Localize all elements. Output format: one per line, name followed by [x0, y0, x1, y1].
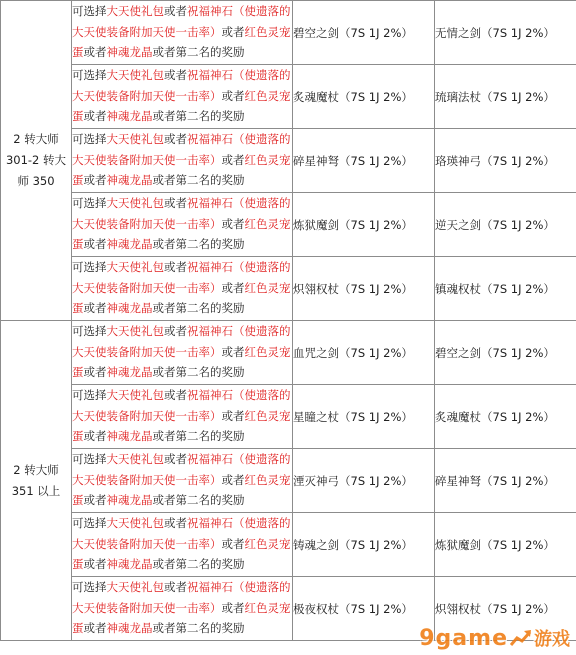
reward-description-text: 或者第二名的奖励	[152, 621, 245, 635]
reward-description-text: 可选择	[72, 388, 107, 402]
reward-description-text: 或者	[221, 24, 245, 39]
reward-description-text: 或者	[164, 196, 187, 210]
reward-description-text: 或者	[221, 280, 245, 295]
group-label: 2 转大师 301-2 转大师 350	[1, 1, 72, 321]
reward-item-primary: 铸魂之剑（7S 1J 2%）	[293, 513, 435, 577]
table-row	[1, 513, 576, 577]
reward-description-text: 或者	[83, 557, 107, 571]
reward-description-text: 或者	[164, 68, 187, 82]
reward-option-highlight: 祝福神石（使遗落的大天使装备附加天使一击率）	[72, 452, 291, 487]
reward-option-highlight: 大天使礼包	[106, 388, 164, 402]
reward-option-highlight: 红色灵宠蛋	[72, 344, 291, 379]
reward-option-highlight: 神魂龙晶	[106, 301, 153, 315]
trend-arrow-icon	[510, 629, 532, 647]
reward-option-highlight: 神魂龙晶	[106, 109, 153, 123]
reward-description-text: 可选择	[72, 260, 107, 274]
reward-option-highlight: 神魂龙晶	[106, 493, 153, 507]
reward-description-text: 或者	[83, 173, 107, 187]
reward-description-text: 或者	[83, 429, 107, 443]
table-row	[1, 193, 576, 257]
reward-option-highlight: 大天使礼包	[106, 452, 164, 466]
table-row	[1, 1, 576, 65]
reward-item-primary: 碧空之剑（7S 1J 2%）	[293, 1, 435, 65]
reward-description-text: 或者	[221, 152, 245, 167]
reward-option-highlight: 红色灵宠蛋	[72, 88, 291, 123]
reward-item-secondary: 炽翎权杖（7S 1J 2%）	[435, 577, 576, 641]
reward-option-highlight: 祝福神石（使遗落的大天使装备附加天使一击率）	[72, 4, 291, 39]
reward-option-highlight: 大天使礼包	[106, 260, 164, 274]
reward-description-text: 或者	[83, 621, 107, 635]
reward-option-highlight: 大天使礼包	[106, 4, 164, 18]
reward-item-primary: 炙魂魔杖（7S 1J 2%）	[293, 65, 435, 129]
reward-option-highlight: 红色灵宠蛋	[72, 536, 291, 571]
reward-description-text: 或者第二名的奖励	[152, 557, 245, 571]
reward-description-text: 或者	[83, 365, 107, 379]
table-row	[1, 385, 576, 449]
reward-description	[72, 1, 293, 65]
table-row	[1, 129, 576, 193]
reward-description-text: 或者第二名的奖励	[152, 237, 245, 251]
reward-description-text: 或者	[221, 472, 245, 487]
reward-option-highlight: 祝福神石（使遗落的大天使装备附加天使一击率）	[72, 388, 291, 423]
reward-option-highlight: 祝福神石（使遗落的大天使装备附加天使一击率）	[72, 196, 291, 231]
reward-option-highlight: 红色灵宠蛋	[72, 216, 291, 251]
reward-item-primary: 星瞳之杖（7S 1J 2%）	[293, 385, 435, 449]
reward-item-secondary: 珞瑛神弓（7S 1J 2%）	[435, 129, 576, 193]
reward-description-text: 或者第二名的奖励	[152, 493, 245, 507]
reward-item-primary: 碎星神弩（7S 1J 2%）	[293, 129, 435, 193]
reward-item-primary: 炼狱魔剑（7S 1J 2%）	[293, 193, 435, 257]
reward-item-primary: 极夜权杖（7S 1J 2%）	[293, 577, 435, 641]
reward-option-highlight: 大天使礼包	[106, 516, 164, 530]
reward-description-text: 或者	[83, 109, 107, 123]
reward-option-highlight: 红色灵宠蛋	[72, 600, 291, 635]
reward-description	[72, 193, 293, 257]
reward-option-highlight: 祝福神石（使遗落的大天使装备附加天使一击率）	[72, 580, 291, 615]
reward-option-highlight: 大天使礼包	[106, 196, 164, 210]
reward-description-text: 或者第二名的奖励	[152, 45, 245, 59]
reward-item-secondary: 逆天之剑（7S 1J 2%）	[435, 193, 576, 257]
reward-option-highlight: 祝福神石（使遗落的大天使装备附加天使一击率）	[72, 260, 291, 295]
reward-description-text: 或者	[221, 600, 245, 615]
reward-description-text: 或者	[83, 237, 107, 251]
reward-item-secondary: 碧空之剑（7S 1J 2%）	[435, 321, 576, 385]
reward-description-text: 或者	[164, 516, 187, 530]
reward-option-highlight: 红色灵宠蛋	[72, 24, 291, 59]
reward-description-text: 或者	[83, 493, 107, 507]
reward-item-secondary: 琉璃法杖（7S 1J 2%）	[435, 65, 576, 129]
reward-description-text: 可选择	[72, 324, 107, 338]
reward-option-highlight: 祝福神石（使遗落的大天使装备附加天使一击率）	[72, 68, 291, 103]
reward-description-text: 或者	[164, 132, 187, 146]
reward-item-primary: 湮灭神弓（7S 1J 2%）	[293, 449, 435, 513]
reward-description	[72, 65, 293, 129]
reward-description-text: 或者第二名的奖励	[152, 365, 245, 379]
reward-option-highlight: 红色灵宠蛋	[72, 472, 291, 507]
reward-description-text: 或者	[164, 388, 187, 402]
reward-description-text: 或者	[164, 4, 187, 18]
reward-description	[72, 577, 293, 641]
table-row	[1, 65, 576, 129]
reward-description-text: 或者第二名的奖励	[152, 109, 245, 123]
reward-item-secondary: 炙魂魔杖（7S 1J 2%）	[435, 385, 576, 449]
reward-option-highlight: 神魂龙晶	[106, 365, 153, 379]
reward-description-text: 或者	[83, 45, 107, 59]
reward-description-text: 可选择	[72, 516, 107, 530]
watermark-suffix: 游戏	[534, 629, 570, 650]
reward-option-highlight: 神魂龙晶	[106, 173, 153, 187]
reward-description	[72, 129, 293, 193]
reward-table-body	[1, 1, 576, 641]
reward-item-secondary: 镇魂权杖（7S 1J 2%）	[435, 257, 576, 321]
reward-description	[72, 449, 293, 513]
reward-option-highlight: 祝福神石（使遗落的大天使装备附加天使一击率）	[72, 516, 291, 551]
reward-description-text: 或者	[221, 408, 245, 423]
reward-description	[72, 385, 293, 449]
group-label: 2 转大师 351 以上	[1, 321, 72, 641]
reward-item-primary: 血咒之剑（7S 1J 2%）	[293, 321, 435, 385]
reward-description	[72, 257, 293, 321]
reward-description-text: 或者	[221, 216, 245, 231]
reward-description	[72, 321, 293, 385]
reward-description-text: 或者	[221, 536, 245, 551]
table-row	[1, 321, 576, 385]
reward-description-text: 可选择	[72, 196, 107, 210]
reward-description	[72, 513, 293, 577]
reward-description-text: 可选择	[72, 452, 107, 466]
reward-description-text: 或者第二名的奖励	[152, 173, 245, 187]
table-row	[1, 449, 576, 513]
reward-description-text: 可选择	[72, 68, 107, 82]
reward-option-highlight: 神魂龙晶	[106, 45, 153, 59]
reward-description-text: 或者	[164, 324, 187, 338]
reward-option-highlight: 红色灵宠蛋	[72, 280, 291, 315]
reward-description-text: 可选择	[72, 132, 107, 146]
reward-item-secondary: 炼狱魔剑（7S 1J 2%）	[435, 513, 576, 577]
reward-option-highlight: 红色灵宠蛋	[72, 408, 291, 443]
reward-option-highlight: 大天使礼包	[106, 580, 164, 594]
watermark-brand: 9game	[419, 625, 508, 651]
reward-description-text: 或者	[221, 344, 245, 359]
reward-description-text: 可选择	[72, 580, 107, 594]
reward-item-secondary: 碎星神弩（7S 1J 2%）	[435, 449, 576, 513]
reward-option-highlight: 神魂龙晶	[106, 621, 153, 635]
reward-option-highlight: 红色灵宠蛋	[72, 152, 291, 187]
reward-item-secondary: 无情之剑（7S 1J 2%）	[435, 1, 576, 65]
reward-option-highlight: 神魂龙晶	[106, 237, 153, 251]
reward-description-text: 或者	[83, 301, 107, 315]
reward-option-highlight: 神魂龙晶	[106, 557, 153, 571]
site-watermark	[419, 625, 570, 651]
reward-option-highlight: 大天使礼包	[106, 324, 164, 338]
reward-option-highlight: 大天使礼包	[106, 68, 164, 82]
reward-description-text: 或者	[164, 452, 187, 466]
reward-item-primary: 炽翎权杖（7S 1J 2%）	[293, 257, 435, 321]
reward-description-text: 或者	[164, 580, 187, 594]
reward-description-text: 或者第二名的奖励	[152, 429, 245, 443]
reward-option-highlight: 大天使礼包	[106, 132, 164, 146]
reward-option-highlight: 神魂龙晶	[106, 429, 153, 443]
table-row	[1, 257, 576, 321]
reward-description-text: 或者	[164, 260, 187, 274]
reward-description-text: 可选择	[72, 4, 107, 18]
reward-description-text: 或者第二名的奖励	[152, 301, 245, 315]
reward-description-text: 或者	[221, 88, 245, 103]
reward-option-highlight: 祝福神石（使遗落的大天使装备附加天使一击率）	[72, 132, 291, 167]
reward-option-highlight: 祝福神石（使遗落的大天使装备附加天使一击率）	[72, 324, 291, 359]
